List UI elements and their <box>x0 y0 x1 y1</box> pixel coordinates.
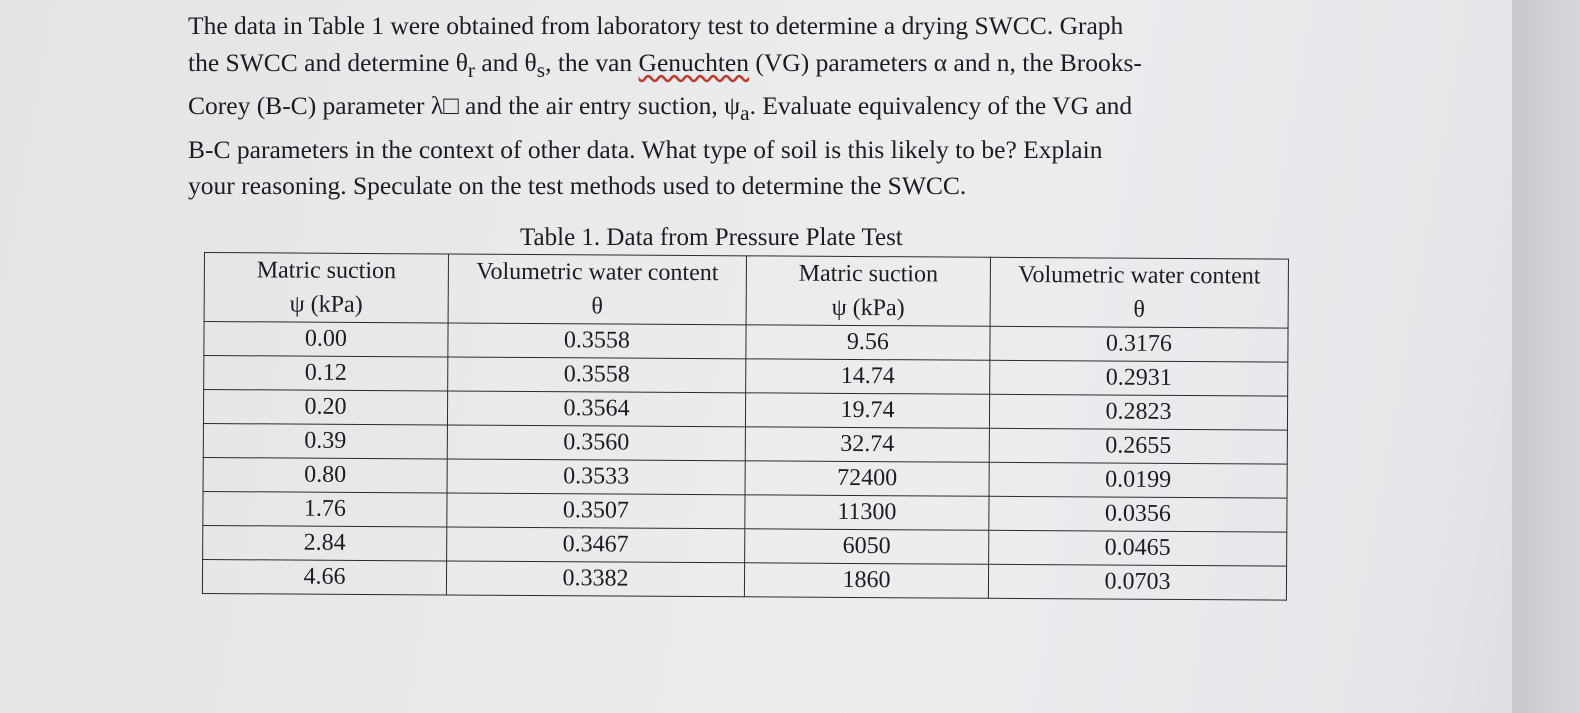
table-cell: 4.66 <box>202 559 446 594</box>
problem-line-2-end: (VG) parameters α and n, the Brooks- <box>749 47 1142 77</box>
problem-line-3-end: . Evaluate equivalency of the VG and <box>749 91 1133 121</box>
header-water-content-1: Volumetric water content <box>448 254 746 290</box>
problem-line-1: The data in Table 1 were obtained from laboratory test to determine a drying SWCC. Graph <box>188 11 1124 40</box>
table-cell: 0.0703 <box>988 564 1286 600</box>
table-cell: 0.00 <box>204 322 448 357</box>
theta-s-subscript: s <box>536 57 546 82</box>
spellcheck-word-genuchten: Genuchten <box>638 47 750 77</box>
header-unit-psi-1: ψ (kPa) <box>204 287 448 323</box>
table-cell: 72400 <box>745 461 989 496</box>
header-unit-psi-2: ψ (kPa) <box>746 290 990 326</box>
table-cell: 0.12 <box>204 356 448 391</box>
table-cell: 0.2931 <box>990 360 1288 396</box>
table-cell: 0.39 <box>203 423 447 458</box>
table-row <box>202 559 1286 600</box>
table-cell: 14.74 <box>746 359 990 394</box>
header-unit-theta-2: θ <box>990 292 1288 328</box>
table-cell: 0.3560 <box>447 425 745 461</box>
table-cell: 2.84 <box>203 525 447 560</box>
page-edge-shadow <box>1512 0 1580 713</box>
table-cell: 1.76 <box>203 491 447 526</box>
header-matric-suction-1: Matric suction <box>204 253 448 289</box>
table-cell: 0.80 <box>203 457 447 492</box>
problem-line-2-mid: and θ <box>474 47 537 77</box>
table-cell: 1860 <box>744 563 988 598</box>
table-cell: 9.56 <box>746 325 990 360</box>
header-unit-theta-1: θ <box>448 288 746 324</box>
table-cell: 32.74 <box>745 427 989 462</box>
table-cell: 0.0465 <box>989 530 1287 566</box>
problem-line-4: B-C parameters in the context of other data. What type of soil is this likely to be? Explain <box>188 134 1103 164</box>
table-caption: Table 1. Data from Pressure Plate Test <box>520 224 903 251</box>
table-cell: 0.3507 <box>447 493 745 529</box>
table-cell: 0.2823 <box>989 394 1287 430</box>
table-cell: 6050 <box>745 529 989 564</box>
header-water-content-2: Volumetric water content <box>990 257 1288 293</box>
table-cell: 0.3564 <box>447 391 745 427</box>
table-cell: 0.0199 <box>989 462 1287 498</box>
psi-a-subscript: a <box>740 101 750 126</box>
table-cell: 11300 <box>745 495 989 530</box>
table-cell: 0.3533 <box>447 459 745 495</box>
theta-r-subscript: r <box>467 57 475 82</box>
table-cell: 0.3558 <box>448 323 746 359</box>
table-cell: 0.20 <box>203 390 447 425</box>
table-cell: 19.74 <box>745 393 989 428</box>
header-matric-suction-2: Matric suction <box>746 256 990 292</box>
problem-line-3 <box>188 88 1318 132</box>
table-cell: 0.2655 <box>989 428 1287 464</box>
table-cell: 0.0356 <box>989 496 1287 532</box>
problem-line-5: your reasoning. Speculate on the test methods used to determine the SWCC. <box>188 171 967 201</box>
problem-statement <box>188 8 1318 205</box>
table-cell: 0.3176 <box>990 326 1288 362</box>
problem-line-2 <box>188 45 1318 89</box>
table-cell: 0.3467 <box>447 527 745 563</box>
problem-line-2-start: the SWCC and determine θ <box>188 47 468 77</box>
table-cell: 0.3382 <box>446 561 744 597</box>
problem-line-3-start: Corey (B-C) parameter λ□ and the air entry suction, ψ <box>188 91 741 121</box>
problem-line-2-pre-vg: , the van <box>545 47 639 77</box>
data-table <box>202 252 1289 601</box>
table-cell: 0.3558 <box>448 357 746 393</box>
